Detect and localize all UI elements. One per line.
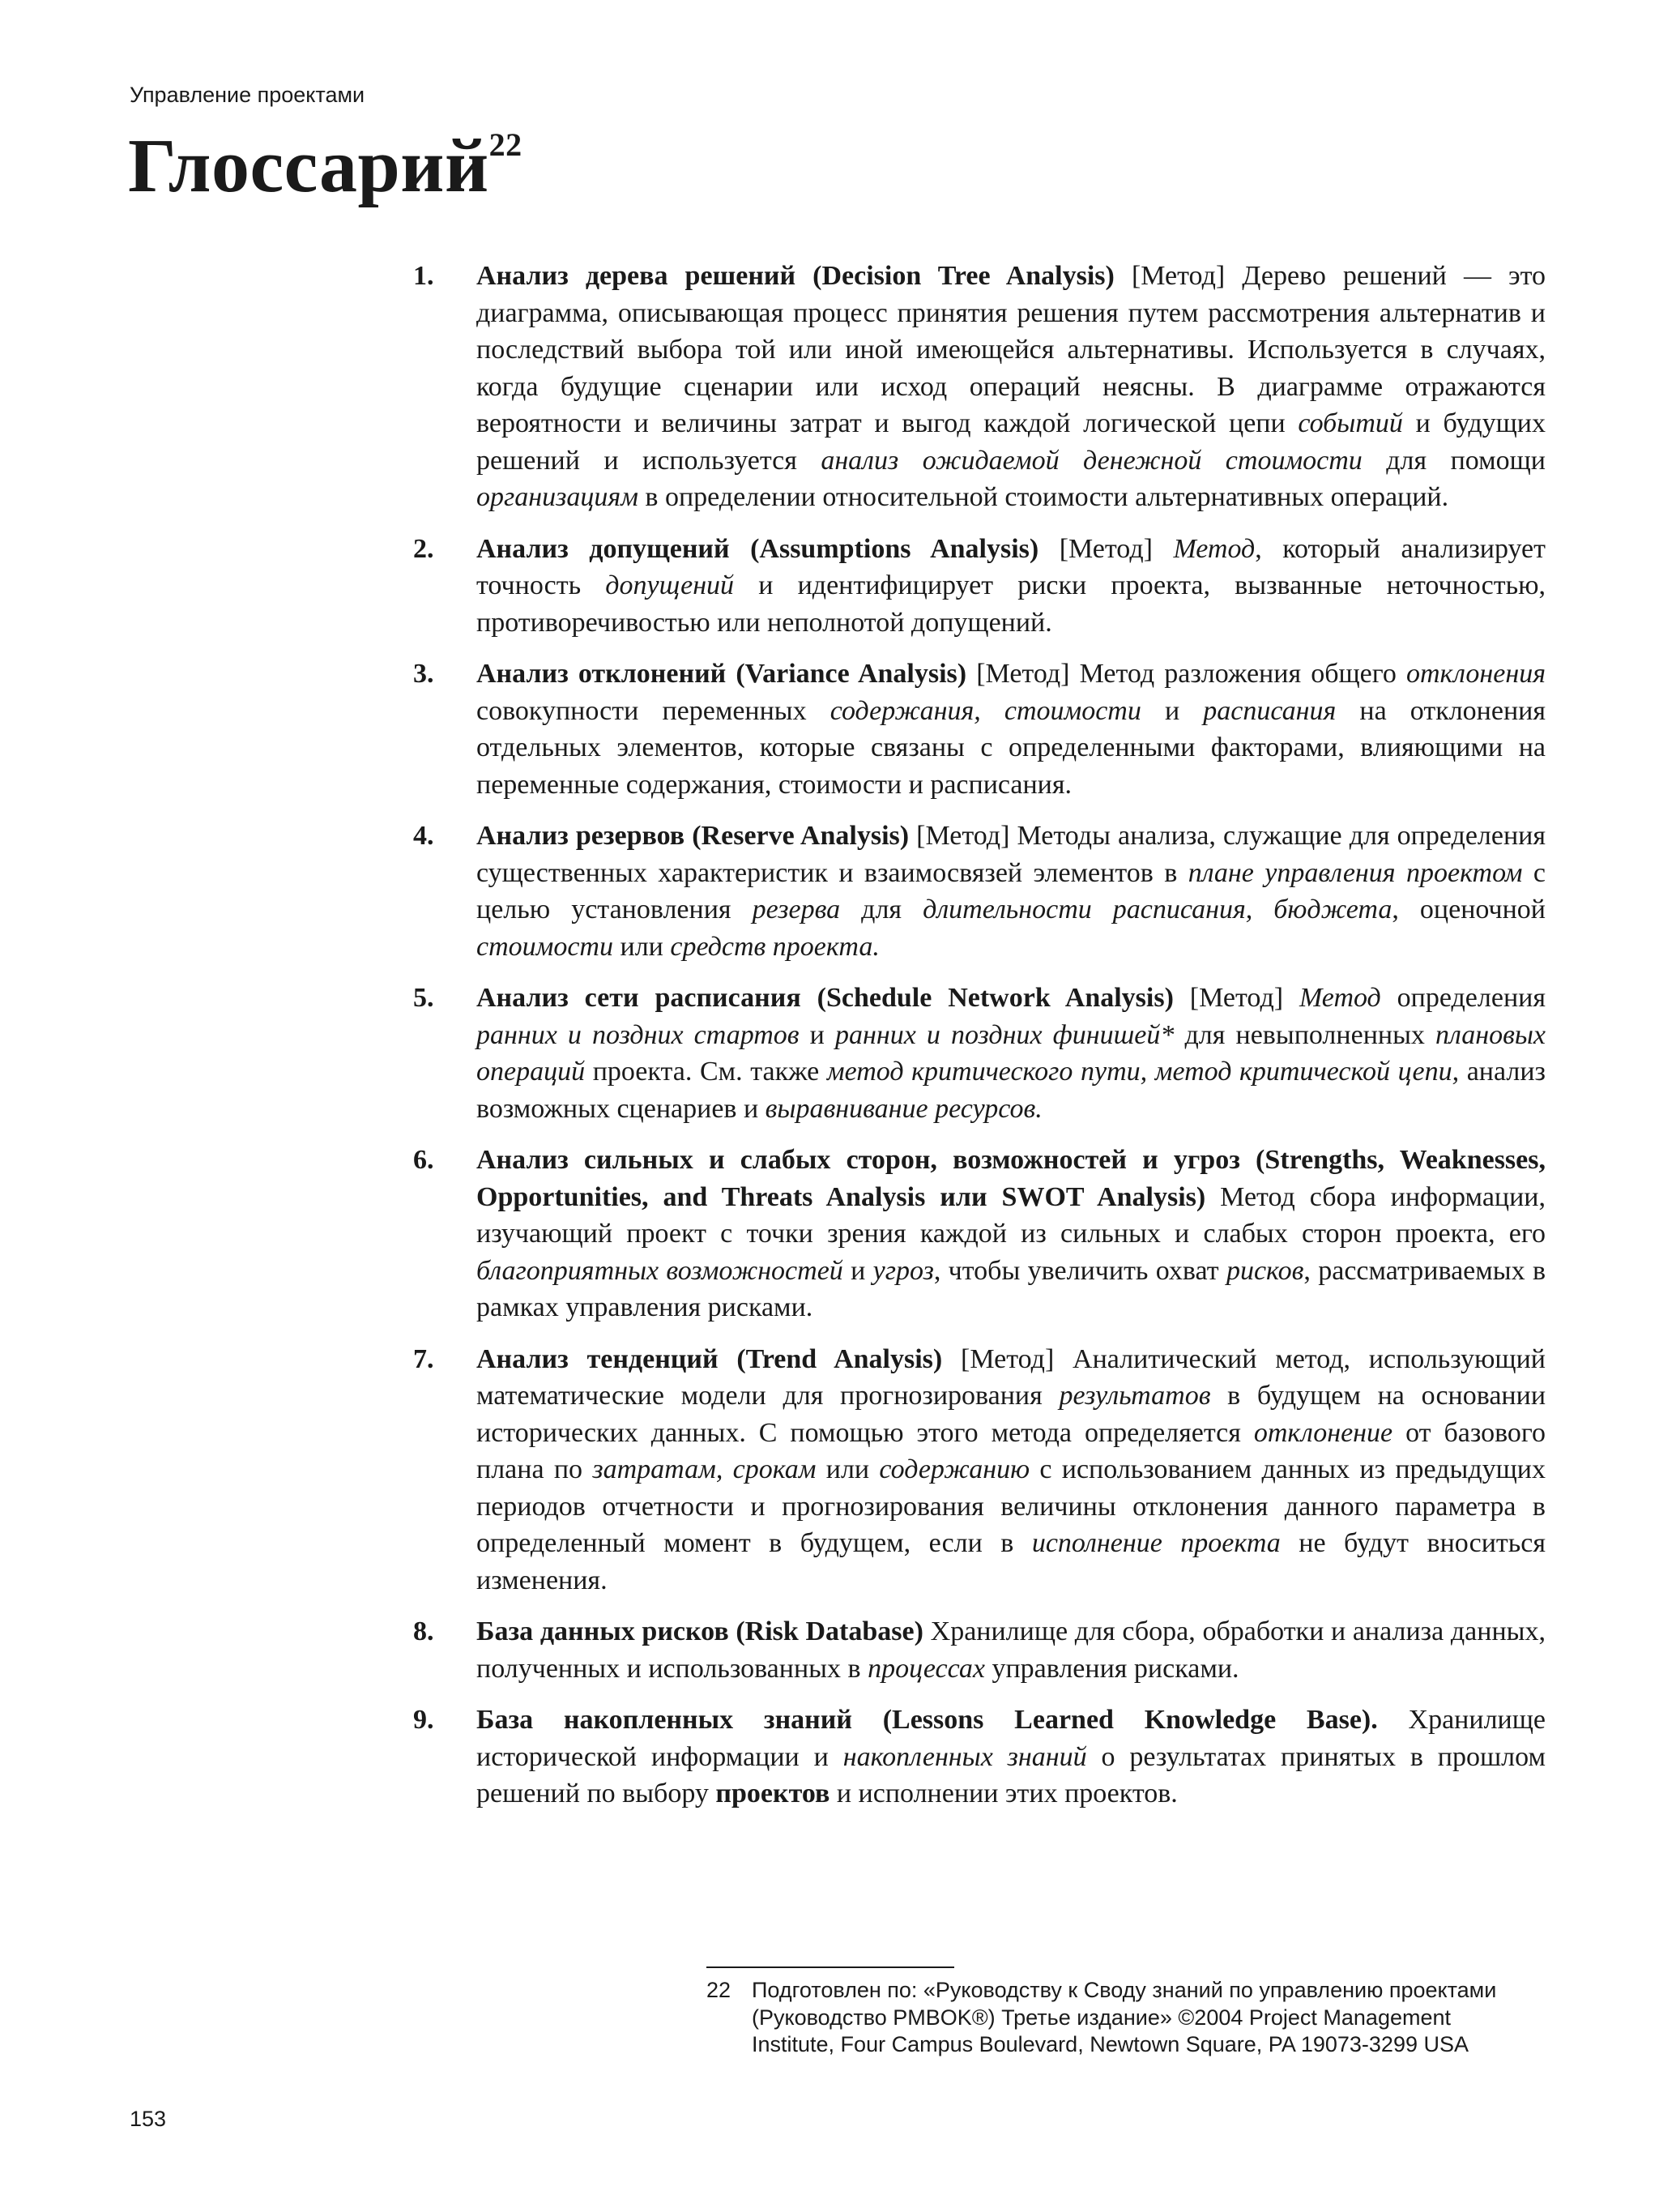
entry-term: Анализ отклонений (Variance Analysis) (476, 659, 967, 689)
entry-number: 3. (413, 659, 434, 689)
entry-emphasis: метод критического пути, метод критической цепи, (826, 1057, 1460, 1087)
entry-emphasis: длительности расписания, бюджета (923, 895, 1392, 925)
entry-text (476, 1705, 1546, 1808)
entry-term: Анализ резервов (Reserve Analysis) (476, 821, 910, 851)
entry-emphasis: плане управления проектом (1188, 857, 1523, 888)
entry-term: Анализ допущений (Assumptions Analysis) (476, 533, 1039, 564)
entry-text-run: и будущих решений и используется (476, 408, 1546, 476)
entry-text (476, 1616, 1546, 1684)
entry-text (476, 983, 1546, 1124)
entry-emphasis: рисков (1226, 1255, 1304, 1286)
entry-text (476, 821, 1546, 962)
entry-text (476, 1344, 1546, 1595)
entry-emphasis: выравнивание ресурсов. (765, 1093, 1043, 1124)
entry-emphasis: содержанию (879, 1454, 1030, 1484)
entry-emphasis: процессах (868, 1653, 985, 1684)
entry-emphasis: содержания, стоимости (830, 695, 1141, 726)
entry-term: проектов (715, 1779, 830, 1808)
entry-text-run: [Метод] Дерево решений — это диаграмма, описывающая процесс принятия решения путем рассмотрения альтернатив и последствий выбора той или иной имеющейся альтернативы. Используется в случаях, когда будущие сценарии или исход операций неясны. В диаграмме отражаются вероятности и величины затрат и выгод каждой логической цепи (476, 261, 1546, 438)
entry-text-run: , рассматриваемых в рамках управления рисками. (476, 1255, 1546, 1322)
entry-emphasis: ранних и поздних стартов (476, 1019, 800, 1050)
entry-text-run: или (613, 931, 671, 962)
entry-emphasis: угроз (872, 1255, 934, 1286)
entry-text-run: , чтобы увеличить охват (933, 1255, 1226, 1286)
entry-text-run: от базового плана по (476, 1417, 1546, 1484)
entry-text (476, 1145, 1546, 1322)
entry-term: Анализ тенденций (Trend Analysis) (476, 1343, 943, 1374)
entry-text-run: [Метод] Метод разложения общего (966, 659, 1406, 689)
entry-text-run: [Метод] Методы анализа, служащие для определения существенных характеристик и взаимосвязей элементов в (476, 821, 1546, 888)
entry-text-run: для невыполненных (1174, 1019, 1436, 1050)
entry-text (476, 534, 1546, 638)
entry-emphasis: средств проекта. (670, 931, 880, 962)
entry-emphasis: расписания (1203, 695, 1337, 726)
entry-term: База данных рисков (Risk Database) (476, 1616, 923, 1646)
entry-text-run: управления рисками. (984, 1653, 1239, 1684)
entry-emphasis: событий (1298, 408, 1403, 438)
footnote-text: Подготовлен по: «Руководству к Своду знаний по управлению проектами (Руководство PMBOK®) Третье издание» ©2004 Project Management Institute, Four Campus Boulevard, Newtown Square, PA 19073-3299 USA (752, 1978, 1497, 2056)
entry-text-run: и (1141, 695, 1204, 726)
glossary-entry (413, 980, 1546, 1127)
entry-text-run: [Метод] (1038, 533, 1174, 564)
entry-number: 1. (413, 261, 434, 291)
entry-emphasis: плановых операций (476, 1019, 1546, 1087)
glossary-entry (413, 531, 1546, 642)
entry-text-run: анализ возможных сценариев и (476, 1057, 1546, 1124)
entry-emphasis: резерва (752, 895, 841, 925)
entry-text-run: совокупности переменных (476, 695, 830, 726)
entry-text-run: не будут вноситься изменения. (476, 1528, 1546, 1595)
entry-text (476, 659, 1546, 800)
entry-text (476, 261, 1546, 512)
entry-text-run: определения (1380, 983, 1546, 1013)
entry-number: 9. (413, 1705, 434, 1735)
entry-term: Анализ сети расписания (Schedule Network Analysis) (476, 983, 1174, 1013)
entry-text-run: и идентифицирует риски проекта, вызванные неточностью, противоречивостью или неполнотой допущений. (476, 570, 1546, 638)
entry-text-run: на отклонения отдельных элементов, которые связаны с определенными факторами, влияющими на переменные содержания, стоимости и расписания. (476, 695, 1546, 800)
entry-emphasis: Метод (1173, 533, 1256, 564)
glossary-entry (413, 1702, 1546, 1813)
entry-text-run: Хранилище для сбора, обработки и анализа данных, полученных и использованных в (476, 1616, 1546, 1684)
entry-number: 7. (413, 1343, 434, 1374)
entry-text-run: проекта. См. также (585, 1057, 827, 1087)
entry-number: 6. (413, 1145, 434, 1175)
entry-emphasis: допущений (605, 570, 735, 600)
glossary-entry (413, 655, 1546, 803)
entry-text-run: Хранилище исторической информации и (476, 1705, 1546, 1772)
glossary-list (413, 258, 1546, 1827)
glossary-entry (413, 258, 1546, 516)
entry-emphasis: стоимости (476, 931, 613, 962)
entry-text-run: и исполнении этих проектов. (830, 1779, 1178, 1808)
entry-emphasis: ранних и поздних финишей* (834, 1019, 1175, 1050)
footnote-rule (706, 1966, 954, 1968)
entry-emphasis: благоприятных возможностей (476, 1255, 843, 1286)
running-head: Управление проектами (130, 83, 365, 107)
entry-text-run: [Метод] Аналитический метод, использующий математические модели для прогнозирования (476, 1343, 1546, 1411)
glossary-entry (413, 1341, 1546, 1599)
entry-text-run: и (842, 1255, 873, 1286)
page-title-text: Глоссарий (128, 124, 489, 208)
entry-number: 2. (413, 533, 434, 564)
entry-text-run: для помощи (1362, 445, 1546, 476)
entry-emphasis: организациям (476, 482, 638, 512)
entry-text-run: , оценочной (1392, 895, 1546, 925)
entry-text-run: и (799, 1019, 835, 1050)
glossary-entry (413, 1613, 1546, 1687)
title-footnote-ref: 22 (488, 126, 522, 163)
entry-emphasis: Метод (1299, 983, 1381, 1013)
footnote (706, 1977, 1525, 2059)
entry-emphasis: исполнение проекта (1031, 1528, 1281, 1558)
page-number: 153 (130, 2107, 167, 2131)
entry-number: 4. (413, 821, 434, 851)
entry-emphasis: анализ ожидаемой денежной стоимости (821, 445, 1363, 476)
glossary-entry (413, 818, 1546, 965)
entry-text-run: о результатах принятых в прошлом решений по выбору (476, 1741, 1546, 1808)
entry-text-run: с целью установления (476, 857, 1546, 925)
entry-term: База накопленных знаний (Lessons Learned Knowledge Base). (476, 1705, 1378, 1735)
entry-text-run: в определении относительной стоимости альтернативных операций. (638, 482, 1449, 512)
entry-emphasis: накопленных знаний (842, 1741, 1087, 1772)
entry-term: Анализ дерева решений (Decision Tree Analysis) (476, 261, 1115, 291)
entry-emphasis: отклонения (1405, 659, 1546, 689)
entry-emphasis: затратам, срокам (592, 1454, 817, 1484)
entry-text-run: для (840, 895, 923, 925)
entry-text-run: в будущем на основании исторических данных. С помощью этого метода определяется (476, 1381, 1546, 1448)
entry-number: 8. (413, 1616, 434, 1646)
entry-text-run: [Метод] (1173, 983, 1299, 1013)
entry-text-run: , который анализирует точность (476, 533, 1546, 600)
entry-text-run: с использованием данных из предыдущих периодов отчетности и прогнозирования величины отклонения данного параметра в определенный момент в будущем, если в (476, 1454, 1546, 1558)
page-title (128, 122, 522, 211)
entry-emphasis: отклонение (1253, 1417, 1393, 1448)
entry-number: 5. (413, 983, 434, 1013)
entry-emphasis: результатов (1059, 1381, 1211, 1411)
entry-text-run: или (816, 1454, 880, 1484)
entry-term: Анализ сильных и слабых сторон, возможностей и угроз (Strengths, Weaknesses, Opportunities, and Threats Analysis или SWOT Analysis) (476, 1145, 1546, 1212)
footnote-number: 22 (706, 1978, 731, 2002)
entry-text-run: Метод сбора информации, изучающий проект с точки зрения каждой из сильных и слабых сторон проекта, его (476, 1181, 1546, 1249)
glossary-entry (413, 1142, 1546, 1326)
